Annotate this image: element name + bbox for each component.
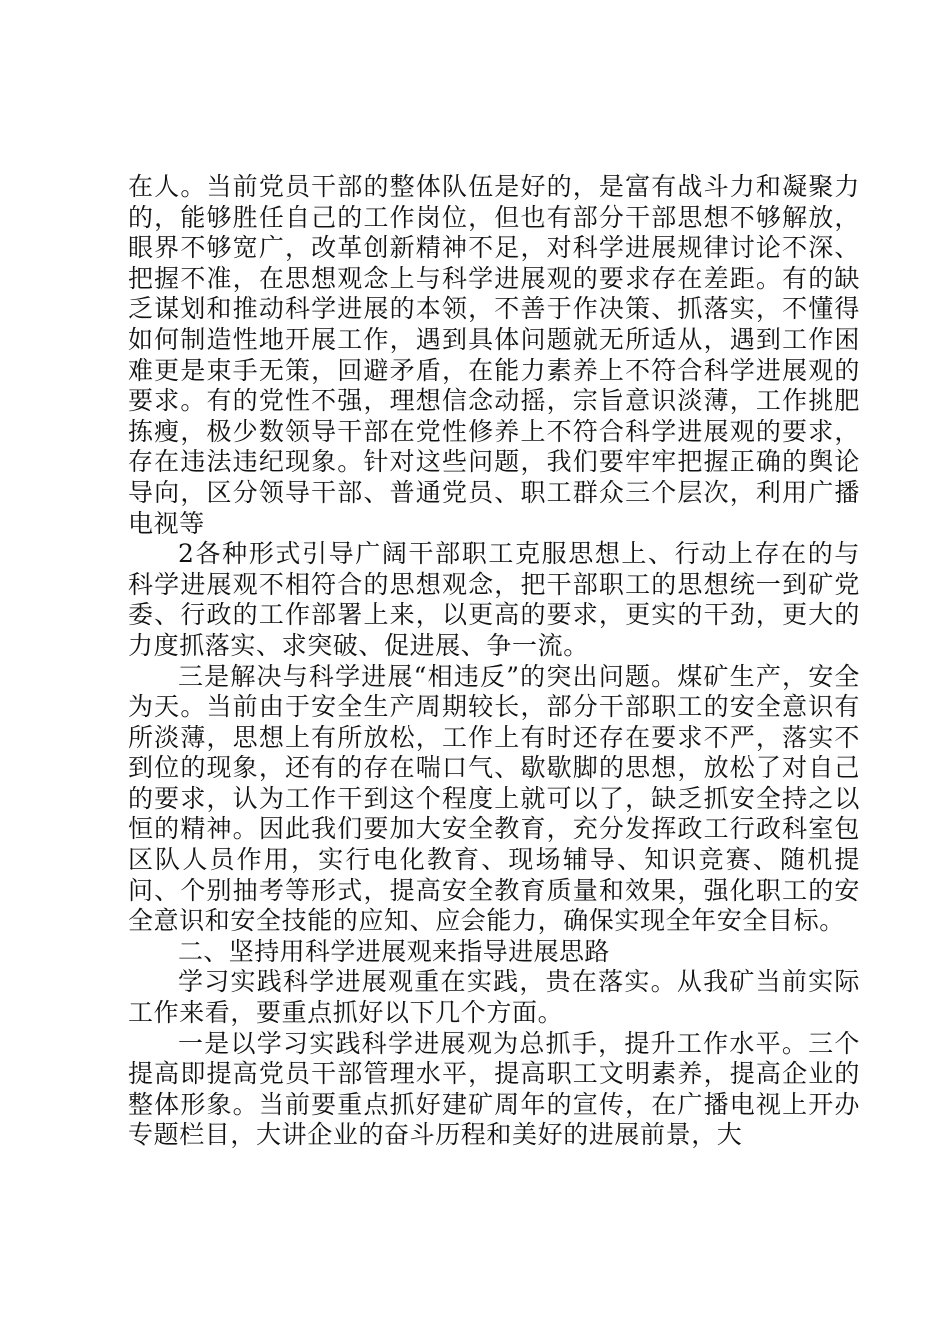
paragraph-2: 2各种形式引导广阔干部职工克服思想上、行动上存在的与科学进展观不相符合的思想观念，把干部职工的思想统一到矿党委、行政的工作部署上来，以更高的要求，更实的干劲，更大的力度抓落实、求突破、促进展、争一流。 bbox=[128, 539, 860, 660]
section-heading: 二、坚持用科学进展观来指导进展思路 bbox=[178, 936, 610, 966]
paragraph-3: 三是解决与科学进展“相违反”的突出问题。煤矿生产，安全为天。当前由于安全生产周期较长，部分干部职工的安全意识有所淡薄，思想上有所放松，工作上有时还存在要求不严，落实不到位的现象，还有的存在喘口气、歇歇脚的思想，放松了对自己的要求，认为工作干到这个程度上就可以了，缺乏抓安全持之以恒的精神。因此我们要加大安全教育，充分发挥政工行政科室包区队人员作用，实行电化教育、现场辅导、知识竞赛、随机提问、个别抽考等形式，提高安全教育质量和效果，强化职工的安全意识和安全技能的应知、应会能力，确保实现全年安全目标。 bbox=[128, 661, 860, 936]
paragraph-5: 一是以学习实践科学进展观为总抓手，提升工作水平。三个提高即提高党员干部管理水平，提高职工文明素养，提高企业的整体形象。当前要重点抓好建矿周年的宣传，在广播电视上开办专题栏目，大讲企业的奋斗历程和美好的进展前景，大 bbox=[128, 1028, 860, 1150]
document-body bbox=[128, 172, 860, 1151]
paragraph-1: 在人。当前党员干部的整体队伍是好的，是富有战斗力和凝聚力的，能够胜任自己的工作岗位，但也有部分干部思想不够解放，眼界不够宽广，改革创新精神不足，对科学进展规律讨论不深、把握不准，在思想观念上与科学进展观的要求存在差距。有的缺乏谋划和推动科学进展的本领，不善于作决策、抓落实，不懂得如何制造性地开展工作，遇到具体问题就无所适从，遇到工作困难更是束手无策，回避矛盾，在能力素养上不符合科学进展观的要求。有的党性不强，理想信念动摇，宗旨意识淡薄，工作挑肥拣瘦，极少数领导干部在党性修养上不符合科学进展观的要求，存在违法违纪现象。针对这些问题，我们要牢牢把握正确的舆论导向，区分领导干部、普通党员、职工群众三个层次，利用广播电视等 bbox=[128, 172, 860, 538]
paragraph-4: 学习实践科学进展观重在实践，贵在落实。从我矿当前实际工作来看，要重点抓好以下几个方面。 bbox=[128, 967, 860, 1028]
